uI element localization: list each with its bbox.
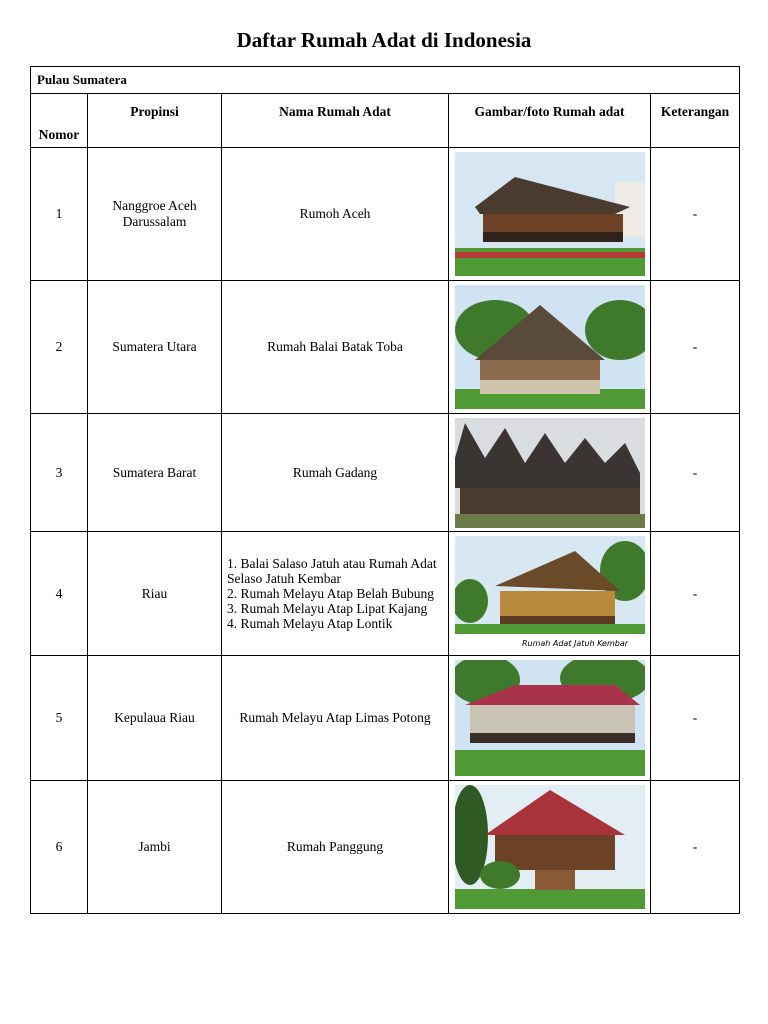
list-item: 1. Balai Salaso Jatuh atau Rumah Adat Selaso Jatuh Kembar: [227, 556, 437, 586]
row-number: 5: [31, 656, 88, 781]
row-number: 3: [31, 414, 88, 532]
selaso-jatuh-photo: [455, 536, 645, 652]
list-item: 3. Rumah Melayu Atap Lipat Kajang: [227, 601, 428, 616]
row-province: Kepulaua Riau: [88, 656, 222, 781]
row-note: -: [651, 656, 740, 781]
row-province: Jambi: [88, 781, 222, 914]
row-photo-cell: [449, 148, 651, 281]
row-house-name: Rumah Gadang: [222, 414, 449, 532]
row-house-name-list: [222, 532, 449, 656]
row-photo-cell: [449, 414, 651, 532]
table-row: [31, 148, 740, 281]
header-nomor: Nomor: [31, 94, 88, 148]
page-title: Daftar Rumah Adat di Indonesia: [236, 28, 532, 52]
row-photo-cell: [449, 781, 651, 914]
row-note: -: [651, 532, 740, 656]
row-house-name: Rumah Panggung: [222, 781, 449, 914]
row-note: -: [651, 148, 740, 281]
header-propinsi: Propinsi: [88, 94, 222, 148]
list-item: 2. Rumah Melayu Atap Belah Bubung: [227, 586, 434, 601]
row-province: Sumatera Utara: [88, 281, 222, 414]
limas-potong-photo: [455, 660, 645, 776]
header-gambar: Gambar/foto Rumah adat: [449, 94, 651, 148]
list-item: 4. Rumah Melayu Atap Lontik: [227, 616, 393, 631]
row-photo-cell: [449, 281, 651, 414]
row-number: 1: [31, 148, 88, 281]
rumah-gadang-photo: [455, 418, 645, 528]
row-house-name: Rumah Balai Batak Toba: [222, 281, 449, 414]
table-row: [31, 532, 740, 656]
row-photo-cell: [449, 532, 651, 656]
row-house-name: Rumoh Aceh: [222, 148, 449, 281]
row-note: -: [651, 781, 740, 914]
row-note: -: [651, 281, 740, 414]
table-row: [31, 781, 740, 914]
row-province: Riau: [88, 532, 222, 656]
rumoh-aceh-photo: [455, 152, 645, 276]
row-photo-cell: [449, 656, 651, 781]
header-nama: Nama Rumah Adat: [222, 94, 449, 148]
row-province: Sumatera Barat: [88, 414, 222, 532]
rumah-panggung-photo: [455, 785, 645, 909]
table-row: [31, 656, 740, 781]
island-row: [31, 67, 740, 94]
row-number: 4: [31, 532, 88, 656]
row-house-name: Rumah Melayu Atap Limas Potong: [222, 656, 449, 781]
row-province: Nanggroe Aceh Darussalam: [88, 148, 222, 281]
table-row: [31, 281, 740, 414]
row-number: 2: [31, 281, 88, 414]
batak-toba-photo: [455, 285, 645, 409]
island-label: Pulau Sumatera: [31, 67, 740, 94]
photo-caption: Rumah Adat Jatuh Kembar: [521, 638, 628, 648]
header-keterangan: Keterangan: [651, 94, 740, 148]
rumah-adat-table: [30, 66, 740, 914]
table-row: [31, 414, 740, 532]
row-number: 6: [31, 781, 88, 914]
row-note: -: [651, 414, 740, 532]
header-row: [31, 94, 740, 148]
